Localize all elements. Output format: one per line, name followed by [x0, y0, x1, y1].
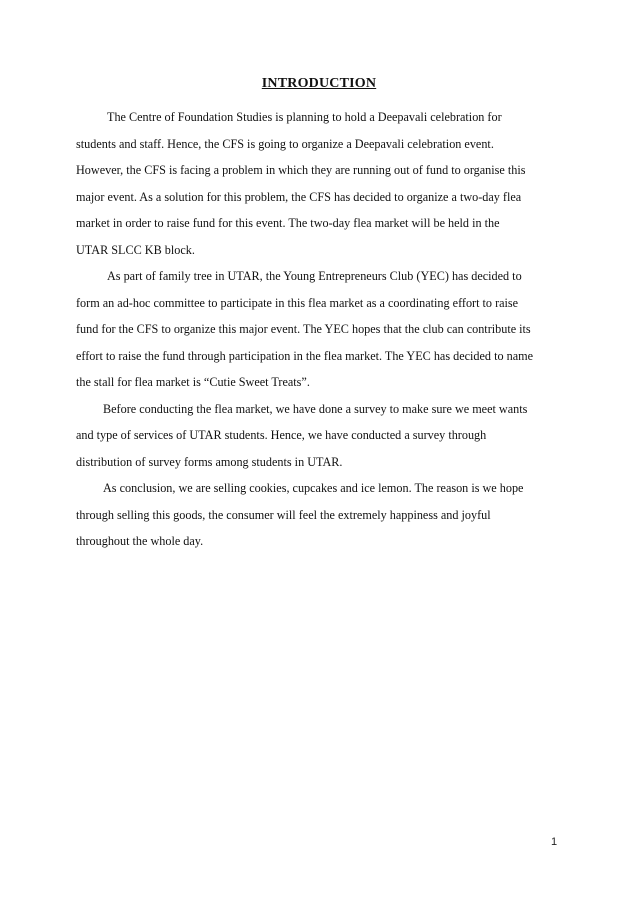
paragraph-3: [76, 396, 546, 476]
page-number: 1: [551, 836, 558, 848]
paragraph-line: throughout the whole day.: [76, 534, 204, 548]
paragraph-2: [76, 263, 546, 396]
paragraph-line: through selling this goods, the consumer will feel the extremely happiness and joyful: [76, 507, 491, 522]
paragraph-1: [76, 104, 546, 263]
paragraph-line: form an ad-hoc committee to participate in this flea market as a coordinating effort to raise: [76, 295, 519, 310]
paragraph-line: As conclusion, we are selling cookies, cupcakes and ice lemon. The reason is we hope: [103, 481, 524, 495]
paragraph-line: the stall for flea market is “Cutie Sweet Treats”.: [76, 375, 310, 389]
paragraph-line: and type of services of UTAR students. Hence, we have conducted a survey through: [76, 428, 487, 442]
paragraph-line: As part of family tree in UTAR, the Young Entrepreneurs Club (YEC) has decided to: [107, 269, 522, 283]
page-title: INTRODUCTION: [261, 76, 377, 91]
paragraph-line: students and staff. Hence, the CFS is going to organize a Deepavali celebration event.: [76, 136, 494, 151]
paragraph-line: However, the CFS is facing a problem in which they are running out of fund to organise this: [76, 163, 526, 177]
paragraph-line: effort to raise the fund through participation in the flea market. The YEC has decided to name: [76, 348, 533, 363]
paragraph-line: distribution of survey forms among students in UTAR.: [76, 454, 343, 469]
paragraph-line: major event. As a solution for this problem, the CFS has decided to organize a two-day flea: [76, 189, 522, 204]
paragraph-line: UTAR SLCC KB block.: [76, 242, 195, 257]
document-body: [76, 104, 546, 555]
paragraph-line: The Centre of Foundation Studies is planning to hold a Deepavali celebration for: [107, 110, 502, 124]
paragraph-line: fund for the CFS to organize this major event. The YEC hopes that the club can contribute its: [76, 322, 531, 336]
paragraph-line: Before conducting the flea market, we have done a survey to make sure we meet wants: [103, 401, 528, 416]
paragraph-4: [76, 475, 546, 555]
paragraph-line: market in order to raise fund for this event. The two-day flea market will be held in the: [76, 216, 500, 230]
